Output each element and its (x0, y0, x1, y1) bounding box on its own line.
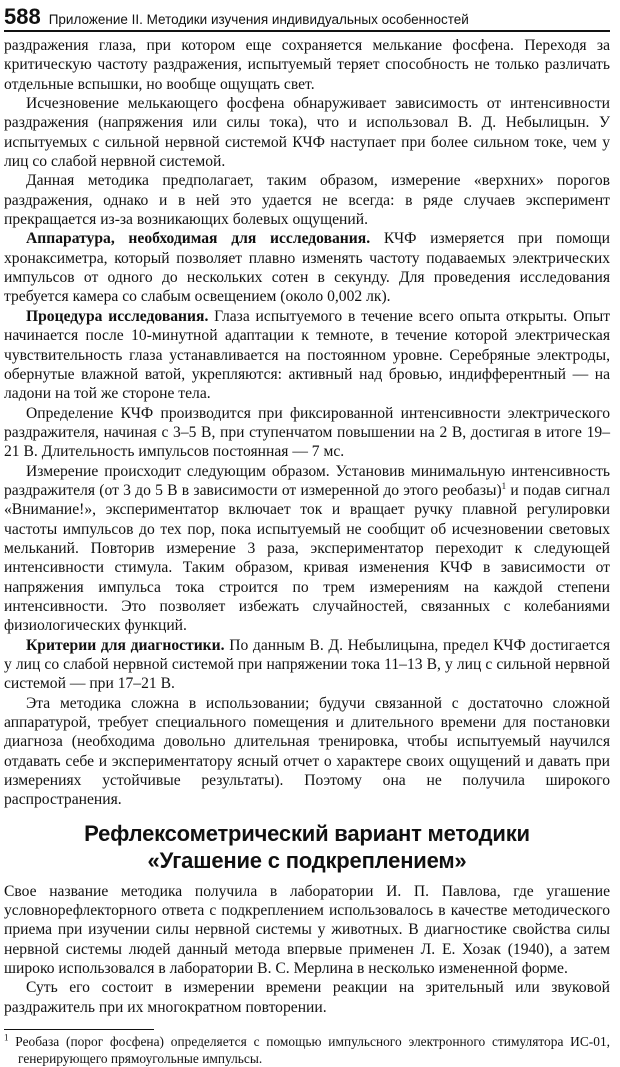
paragraph-text: КЧФ измеряется при помощи хронаксиметра, который позволяет плавно изменять частоту подаваемых электрических импульсов от одного до нескольких сотен в секунду. Для проведения исследования требуется камера со слабым освещением (около 0,002 лк). (4, 230, 611, 306)
section-heading (4, 820, 610, 874)
body-text (4, 36, 610, 810)
paragraph-text: По данным В. Д. Небылицына, предел КЧФ достигается у лиц со слабой нервной системой при напряжении тока 11–13 В, у лиц с сильной нервной системой — при 17–21 В. (4, 636, 610, 693)
paragraph-text: Глаза испытуемого в течение всего опыта открыты. Опыт начинается после 10-минутной адаптации к темноте, в течение которой электрическая чувствительность глаза устанавливается на постоянном уровне. Серебряные электроды, обернутые влажной ватой, укрепляются: активный над бровью, индифферентный — на ладони на той же стороне тела. (4, 307, 611, 403)
footnote-text: Реобаза (порог фосфена) определяется с помощью импульсного электронного стимулятора ИС-01, генерирующего прямоугольные импульсы. (15, 1034, 610, 1066)
paragraph: Свое название методика получила в лаборатории И. П. Павлова, где угашение условнорефлекторного ответа с подкреплением использовалось в качестве методического приема при изучении силы нервной системы у животных. В диагностике свойства силы нервной системы людей данный метода впервые применен Л. Е. Хозак (1940), а затем широко использовался в лаборатории В. С. Мерлина в несколько измененной форме. (4, 882, 610, 978)
page-header (4, 6, 610, 32)
paragraph-measurement (4, 462, 610, 636)
paragraph-procedure (4, 307, 610, 404)
section-heading-line: «Угашение с подкреплением» (147, 847, 467, 873)
section-body (4, 882, 610, 1017)
paragraph: Исчезновение мелькающего фосфена обнаруживает зависимость от интенсивности раздражения (напряжения или силы тока), что и использовал В. Д. Небылицын. У испытуемых с сильной нервной системой КЧФ наступает при более сильном токе, чем у лиц со слабой нервной системой. (4, 95, 610, 171)
paragraph-lead: Процедура исследования. (26, 307, 209, 325)
footnote-divider (4, 1029, 154, 1030)
paragraph: Определение КЧФ производится при фиксированной интенсивности электрического раздражителя, начиная с 3–5 В, при ступенчатом повышении на 2 В, достигая в итоге 19–21 В. Длительность импульсов постоянная — 7 мс. (4, 404, 610, 461)
paragraph-text: и подав сигнал «Внимание!», экспериментатор включает ток и вращает ручку плавной регулировки частоты импульсов до тех пор, пока испытуемый не сообщит об исчезновении световых мельканий. Повторив измерение 3 раза, экспериментатор переходит к следующей интенсивности стимула. Таким образом, кривая изменения КЧФ в зависимости от напряжения импульса тока строится по трем измерениям на каждой степени интенсивности. Это позволяет избежать случайностей, связанных с колебаниями физиологических функций. (4, 481, 610, 635)
paragraph-lead: Критерии для диагностики. (26, 636, 225, 654)
paragraph: Суть его состоит в измерении времени реакции на зрительный или звуковой раздражитель при их многократном повторении. (4, 979, 610, 1016)
paragraph: Данная методика предполагает, таким образом, измерение «верхних» порогов раздражения, однако и в ней это удается не всегда: в ряде случаев эксперимент прекращается из-за возникающих болевых ощущений. (4, 172, 610, 229)
paragraph: раздражения глаза, при котором еще сохраняется мелькание фосфена. Переходя за критическую частоту раздражения, испытуемый теряет способность не только различать отдельные вспышки, но вообще ощущать свет. (4, 37, 610, 93)
footnote-marker: 1 (4, 1032, 9, 1043)
footnote-reference[interactable]: 1 (501, 480, 507, 491)
page-number: 588 (4, 4, 41, 29)
paragraph-lead: Аппаратура, необходимая для исследования. (26, 230, 371, 248)
paragraph-equipment (4, 229, 610, 306)
paragraph-criteria (4, 636, 610, 694)
section-heading-line: Рефлексометрический вариант методики (84, 820, 530, 846)
footnote (4, 1034, 610, 1067)
running-title: Приложение II. Методики изучения индивидуальных особенностей (48, 12, 469, 27)
paragraph: Эта методика сложна в использовании; будучи связанной с достаточно сложной аппаратурой, требует специального помещения и длительного времени для постановки диагноза (необходима довольно длительная тренировка, чтобы испытуемый научился отдавать себе и экспериментатору ясный отчет о характере своих ощущений и давать при измерениях устойчивые результаты). Поэтому она не получила широкого распространения. (4, 694, 610, 809)
paragraph-text: Измерение происходит следующим образом. Установив минимальную интенсивность раздражителя (от 3 до 5 В в зависимости от измеренной до этого реобазы) (4, 462, 610, 499)
